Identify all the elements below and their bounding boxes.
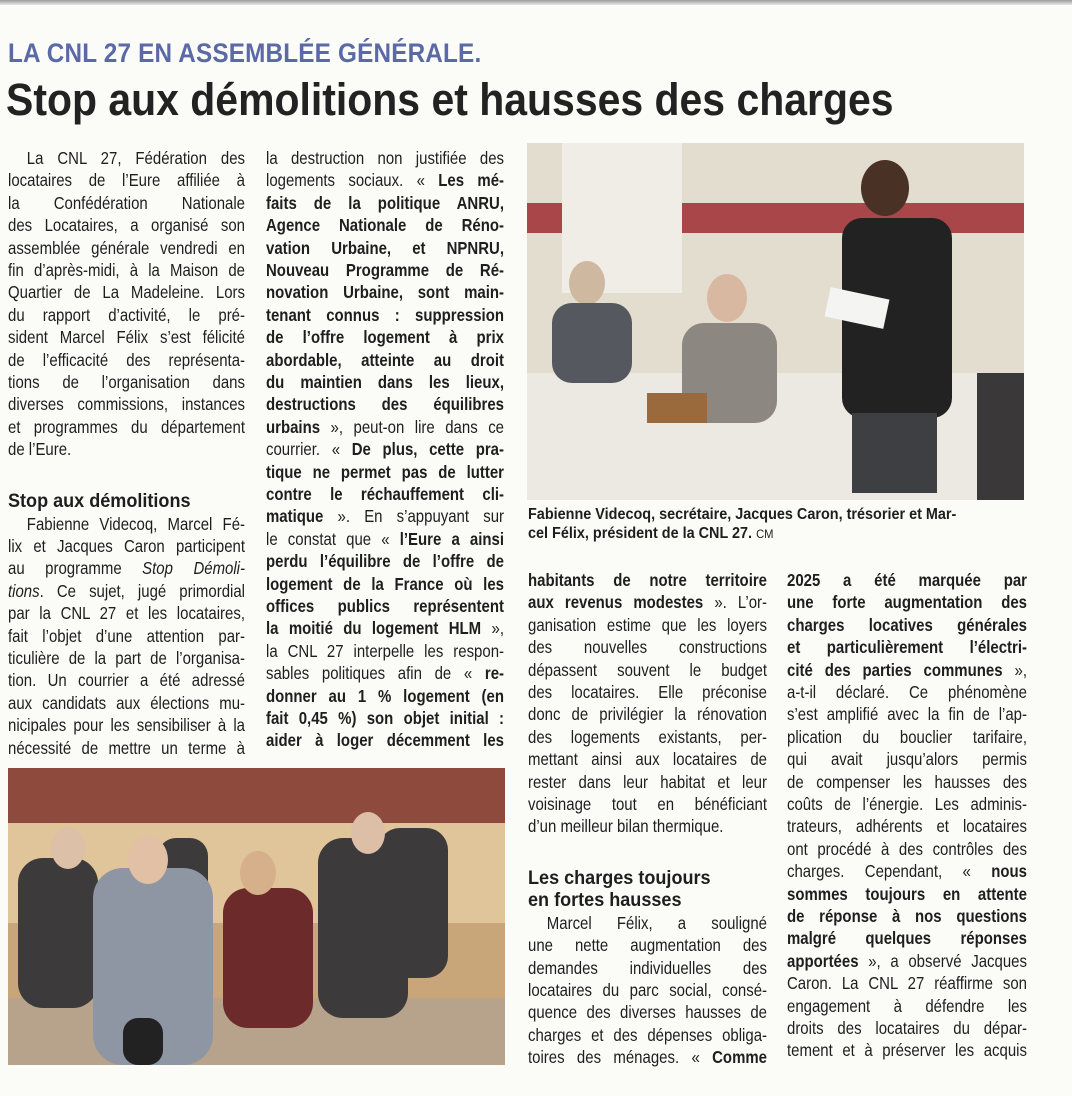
text-line xyxy=(8,647,245,669)
text-line xyxy=(266,393,504,415)
body-text: nécessité de mettre un terme à xyxy=(8,737,245,758)
body-text: la Confédération Nationale xyxy=(8,192,245,213)
text-line xyxy=(787,726,1027,748)
quote-text: sommes toujours en attente xyxy=(787,883,1027,904)
text-line xyxy=(787,771,1027,793)
body-text: courrier. « xyxy=(266,439,352,460)
quote-text: apportées xyxy=(787,950,859,971)
quote-text: de l’offre logement à prix xyxy=(266,327,504,348)
body-text: fait l’objet d’une attention par- xyxy=(8,625,245,646)
text-line xyxy=(266,349,504,371)
italic-text: tions xyxy=(8,580,40,601)
body-text: locataires de l’Eure affiliée à xyxy=(8,170,245,191)
photo-credit: CM xyxy=(756,527,774,541)
quote-text: Comme xyxy=(712,1047,767,1068)
body-text: plication du bouclier tarifaire, xyxy=(787,726,1027,747)
text-line xyxy=(266,595,504,617)
scan-edge xyxy=(0,0,1072,5)
body-text: droits des locataires du dépar- xyxy=(787,1018,1027,1038)
italic-text: Stop Démoli- xyxy=(142,558,245,579)
quote-text: re- xyxy=(484,663,504,684)
body-text: dépassent souvent le budget xyxy=(528,659,767,680)
text-line xyxy=(8,625,245,647)
photo-officers xyxy=(527,143,1024,500)
text-line xyxy=(528,815,767,837)
text-line xyxy=(266,438,504,460)
body-text: rester dans leur habitat et leur xyxy=(528,771,767,792)
quote-text: une forte augmentation des xyxy=(787,592,1027,613)
text-line xyxy=(266,707,504,729)
text-line xyxy=(787,569,1027,591)
photo-officers-image xyxy=(527,143,1024,500)
text-line xyxy=(266,662,504,684)
text-line xyxy=(528,1046,767,1068)
text-line xyxy=(8,438,245,460)
text-line xyxy=(8,416,245,438)
body-text: La CNL 27, Fédération des xyxy=(26,148,245,168)
body-text: une nette augmentation des xyxy=(528,935,767,956)
text-line xyxy=(787,950,1027,972)
body-text: de l’efficacité des représenta- xyxy=(8,349,245,370)
body-text: par la CNL 27 et les locataires, xyxy=(8,603,245,624)
body-text: qui avait jusqu’alors permis xyxy=(787,749,1027,770)
body-text: de compenser les hausses des xyxy=(787,771,1027,792)
text-line xyxy=(787,860,1027,882)
quote-text: malgré quelques réponses xyxy=(787,928,1027,949)
body-text: ». L’or- xyxy=(703,592,767,613)
text-line xyxy=(266,169,504,191)
text-line xyxy=(787,927,1027,949)
body-text: . Ce sujet, jugé primordial xyxy=(39,580,245,601)
quote-text: et particulièrement l’électri- xyxy=(787,637,1027,658)
quote-text: novation Urbaine, sont main- xyxy=(266,282,504,303)
body-text: logements sociaux. « xyxy=(266,170,439,191)
caption-line-2: cel Félix, président de la CNL 27. xyxy=(528,525,753,542)
text-line xyxy=(266,528,504,550)
body-text: au programme xyxy=(8,558,143,579)
section-subheading: Les charges toujours xyxy=(528,867,711,889)
text-line xyxy=(528,957,767,979)
photo-audience xyxy=(8,768,505,1065)
body-text: », xyxy=(481,618,504,639)
body-text: et programmes du département xyxy=(8,416,245,437)
text-line xyxy=(787,995,1027,1017)
body-text: charges et des dépenses obliga- xyxy=(528,1024,767,1045)
body-text: s’est amplifié avec la fin de l’ap- xyxy=(787,704,1027,725)
body-text: du rapport d’activité, le pré- xyxy=(8,304,245,325)
text-line xyxy=(266,573,504,595)
body-text: », a observé Jacques xyxy=(858,950,1027,971)
quote-text: de réponse à nos questions xyxy=(787,906,1027,926)
text-line xyxy=(266,192,504,214)
text-line xyxy=(8,737,245,759)
body-text: diverses commissions, instances xyxy=(8,394,245,415)
body-text: fin d’après-midi, à la Maison de xyxy=(8,260,245,280)
quote-text: contre le réchauffement cli- xyxy=(266,484,504,504)
body-text: lix et Jacques Caron participent xyxy=(8,536,245,556)
body-text: charges. Cependant, « xyxy=(787,861,992,882)
body-text: voisinage tout en bénéficiant xyxy=(528,794,767,814)
text-line xyxy=(266,729,504,751)
body-text: donc de privilégier la rénovation xyxy=(528,704,767,725)
text-line xyxy=(266,214,504,236)
quote-text: charges locatives générales xyxy=(787,614,1027,635)
body-text: engagement à défendre les xyxy=(787,995,1027,1016)
text-line xyxy=(528,681,767,703)
text-line xyxy=(787,659,1027,681)
body-text: des locataires. Elle préconise xyxy=(528,682,767,702)
text-line xyxy=(528,614,767,636)
text-line xyxy=(528,1001,767,1023)
body-text: Fabienne Videcoq, Marcel Fé- xyxy=(26,513,245,534)
text-line xyxy=(8,281,245,303)
text-line xyxy=(528,636,767,658)
body-text: aux candidats aux élections mu- xyxy=(8,692,245,713)
text-line xyxy=(266,550,504,572)
text-line xyxy=(8,192,245,214)
text-line xyxy=(8,692,245,714)
quote-text: aider à loger décemment les xyxy=(266,730,504,751)
text-line xyxy=(266,237,504,259)
body-text: d’un meilleur bilan thermique. xyxy=(528,816,724,837)
text-line xyxy=(787,1017,1027,1039)
text-line xyxy=(787,838,1027,860)
body-text: de l’Eure. xyxy=(8,439,72,460)
kicker-heading: LA CNL 27 EN ASSEMBLÉE GÉNÉRALE. xyxy=(8,38,482,68)
text-line xyxy=(266,281,504,303)
quote-text: 2025 a été marquée par xyxy=(787,570,1027,590)
quote-text: nous xyxy=(991,861,1027,882)
body-text: des Locataires, a organisé son xyxy=(8,215,245,236)
text-line xyxy=(787,793,1027,815)
text-line xyxy=(266,640,504,662)
text-line xyxy=(266,416,504,438)
photo-caption xyxy=(528,505,956,544)
text-line xyxy=(266,483,504,505)
text-line xyxy=(528,934,767,956)
text-line xyxy=(266,259,504,281)
text-line xyxy=(787,614,1027,636)
text-line xyxy=(266,461,504,483)
quote-text: cité des parties communes xyxy=(787,659,1003,680)
quote-text: logement de la France où les xyxy=(266,573,504,594)
text-line xyxy=(8,304,245,326)
text-line xyxy=(266,326,504,348)
quote-text: offices publics représentent xyxy=(266,596,504,616)
body-text: Quartier de La Madeleine. Lors xyxy=(8,282,245,303)
text-line xyxy=(8,535,245,557)
text-line xyxy=(528,912,767,934)
body-text: la destruction non justifiée des xyxy=(266,148,504,168)
text-line xyxy=(528,569,767,591)
quote-text: Nouveau Programme de Ré- xyxy=(266,260,504,280)
quote-text: habitants de notre territoire xyxy=(528,570,767,590)
quote-text: tique ne permet pas de lutter xyxy=(266,461,504,482)
body-text: tement et à préserver les acquis xyxy=(787,1040,1027,1061)
quote-text: Les mé- xyxy=(438,170,505,191)
quote-text: Agence Nationale de Réno- xyxy=(266,215,504,236)
quote-text: la moitié du logement HLM xyxy=(266,618,482,639)
body-text: mettant ainsi aux locataires de xyxy=(528,749,767,770)
body-text: coûts de l’énergie. Les adminis- xyxy=(787,794,1027,814)
quote-text: abordable, atteinte au droit xyxy=(266,349,504,370)
text-line xyxy=(8,602,245,624)
body-text: sables politiques afin de « xyxy=(266,663,485,684)
text-line xyxy=(8,349,245,371)
text-line xyxy=(8,214,245,236)
body-text: la CNL 27 interpelle les respon- xyxy=(266,640,504,661)
body-text: ganisation estime que les loyers xyxy=(528,614,767,635)
quote-text: fait 0,45 %) son objet initial : xyxy=(266,708,504,728)
text-line xyxy=(787,883,1027,905)
text-line xyxy=(266,371,504,393)
body-text: trateurs, adhérents et locataires xyxy=(787,816,1027,837)
body-text: quence des diverses hausses de xyxy=(528,1002,767,1023)
text-line xyxy=(528,748,767,770)
quote-text: aux revenus modestes xyxy=(528,592,704,613)
body-text: », peut-on lire dans ce xyxy=(320,416,504,437)
text-line xyxy=(8,169,245,191)
text-line xyxy=(266,617,504,639)
text-line xyxy=(787,748,1027,770)
body-text: des nouvelles constructions xyxy=(528,637,767,658)
text-line xyxy=(787,815,1027,837)
text-line xyxy=(787,591,1027,613)
text-line xyxy=(266,685,504,707)
text-line xyxy=(528,659,767,681)
body-text: toires des ménages. « xyxy=(528,1047,713,1068)
body-text: Caron. La CNL 27 réaffirme son xyxy=(787,973,1027,994)
text-line xyxy=(528,726,767,748)
text-line xyxy=(266,147,504,169)
text-line xyxy=(787,972,1027,994)
text-line xyxy=(528,979,767,1001)
text-line xyxy=(8,393,245,415)
body-text: sident Marcel Félix s’est félicité xyxy=(8,327,245,348)
text-line xyxy=(8,580,245,602)
text-line xyxy=(528,703,767,725)
quote-text: urbains xyxy=(266,416,321,437)
section-subheading: en fortes hausses xyxy=(528,889,682,911)
text-line xyxy=(8,326,245,348)
text-line xyxy=(8,557,245,579)
body-text: », xyxy=(1002,659,1027,680)
body-text: le constat que « xyxy=(266,528,400,549)
photo-audience-image xyxy=(8,768,505,1065)
text-line xyxy=(8,714,245,736)
text-line xyxy=(528,771,767,793)
body-text: demandes individuelles des xyxy=(528,957,767,978)
caption-line-1: Fabienne Videcoq, secrétaire, Jacques Caron, trésorier et Mar- xyxy=(528,506,957,523)
text-line xyxy=(787,1039,1027,1061)
text-line xyxy=(8,147,245,169)
text-line xyxy=(266,304,504,326)
text-line xyxy=(528,793,767,815)
body-text: ont procédé à des contrôles des xyxy=(787,838,1027,859)
text-line xyxy=(787,681,1027,703)
quote-text: perdu l’équilibre de l’offre de xyxy=(266,551,504,572)
text-line xyxy=(266,505,504,527)
text-line xyxy=(8,371,245,393)
quote-text: destructions des équilibres xyxy=(266,394,504,415)
quote-text: du maintien dans les lieux, xyxy=(266,372,504,392)
quote-text: faits de la politique ANRU, xyxy=(266,192,504,213)
body-text: des logements existants, per- xyxy=(528,726,767,747)
body-text: a-t-il déclaré. Ce phénomène xyxy=(787,682,1027,702)
quote-text: tenant connus : suppression xyxy=(266,304,504,325)
body-text: locataires du parc social, consé- xyxy=(528,980,767,1000)
text-line xyxy=(787,636,1027,658)
quote-text: vation Urbaine, et NPNRU, xyxy=(266,237,504,258)
text-line xyxy=(8,669,245,691)
text-line xyxy=(8,259,245,281)
body-text: assemblée générale vendredi en xyxy=(8,237,245,258)
section-subheading: Stop aux démolitions xyxy=(8,490,191,512)
body-text: tion. Un courrier a été adressé xyxy=(8,670,245,691)
body-text: ticulière de la part de l’organisa- xyxy=(8,648,245,668)
text-line xyxy=(787,703,1027,725)
quote-text: donner au 1 % logement (en xyxy=(266,685,504,706)
article-title: Stop aux démolitions et hausses des charges xyxy=(6,74,894,125)
body-text: Marcel Félix, a souligné xyxy=(546,912,767,933)
body-text: tions de l’organisation dans xyxy=(8,372,245,392)
quote-text: De plus, cette pra- xyxy=(351,439,504,460)
quote-text: l’Eure a ainsi xyxy=(399,528,505,549)
body-text: ». En s’appuyant sur xyxy=(323,506,504,527)
text-line xyxy=(528,1024,767,1046)
quote-text: matique xyxy=(266,506,324,527)
text-line xyxy=(528,591,767,613)
body-text: nicipales pour les sensibiliser à la xyxy=(8,715,245,736)
text-line xyxy=(8,513,245,535)
text-line xyxy=(8,237,245,259)
text-line xyxy=(787,905,1027,927)
